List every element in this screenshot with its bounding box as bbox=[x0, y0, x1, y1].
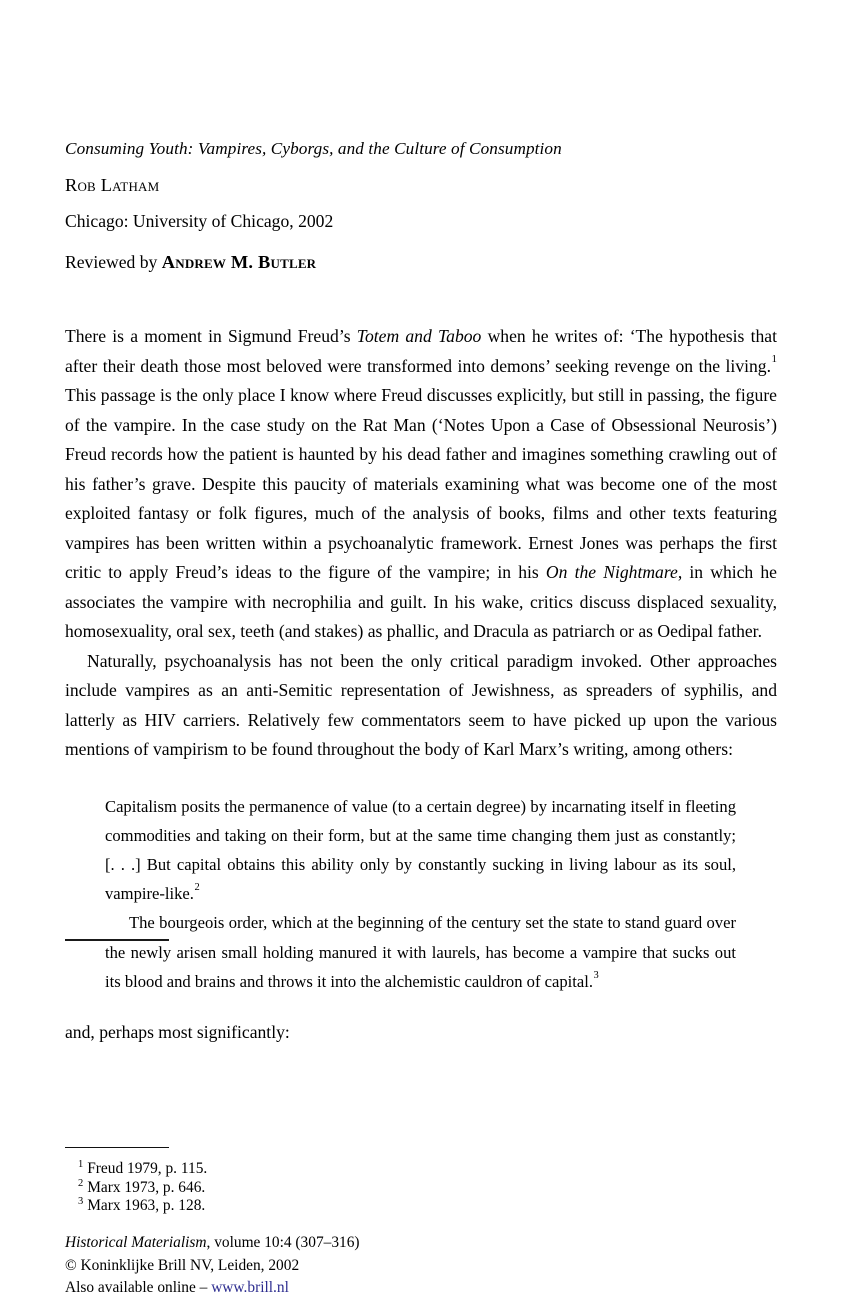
block-quote-2-text: The bourgeois order, which at the beginning of the century set the state to stand guard over the newly arisen small holding manured it with laurels, has become a vampire that sucks out its blood and brains and throws it into the alchemistic cauldron of capital. bbox=[105, 913, 736, 991]
footnote-item bbox=[78, 1197, 578, 1216]
footnote-number: 1 bbox=[78, 1159, 84, 1170]
copyright-text: Koninklijke Brill NV, Leiden, 2002 bbox=[76, 1256, 300, 1274]
footnote-text: Marx 1973, p. 646. bbox=[87, 1178, 206, 1196]
review-header bbox=[65, 140, 777, 272]
journal-name: Historical Materialism bbox=[65, 1234, 207, 1251]
body-paragraph-2: Naturally, psychoanalysis has not been the only critical paradigm invoked. Other approaches include vampires as an anti-Semitic representation of Jewishness, as spreaders of syphilis, and latterly as HIV carriers. Relatively few commentators seem to have picked up upon the various mentions of vampirism to be found throughout the body of Karl Marx’s writing, among others: bbox=[65, 650, 777, 759]
italic-title-totem-and-taboo: Totem and Taboo bbox=[356, 326, 482, 346]
copyright-icon: © bbox=[65, 1256, 77, 1274]
par1-segment-4: , in which he associates the vampire with necrophilia and guilt. In his wake, critics discuss displaced sexuality, homosexuality, oral sex, teeth (and stakes) as phallic, and Dracula as patriarch or as Oedipal father. bbox=[65, 562, 777, 641]
footnote-separator-rule bbox=[65, 1147, 169, 1148]
footnote-text: Freud 1979, p. 115. bbox=[87, 1160, 208, 1177]
review-body bbox=[65, 322, 777, 1047]
footer-copyright-line bbox=[65, 1255, 565, 1278]
footer-online-line bbox=[65, 1277, 565, 1300]
body-paragraph-3: and, perhaps most significantly: bbox=[65, 1021, 290, 1042]
reviewed-book-title: Consuming Youth: Vampires, Cyborgs, and the Culture of Consumption bbox=[65, 139, 562, 158]
body-paragraph-1 bbox=[65, 322, 777, 647]
reviewer-name: Andrew M. Butler bbox=[161, 252, 317, 273]
page-footer bbox=[65, 1232, 565, 1300]
scan-artifact-rule bbox=[65, 939, 169, 941]
footnote-text: Marx 1963, p. 128. bbox=[87, 1197, 206, 1215]
reviewed-by-label: Reviewed by bbox=[65, 252, 162, 273]
block-quote-1-text: Capitalism posits the permanence of value (to a certain degree) by incarnating itself in fleeting commodities and taking on their form, but at the same time changing them just as constantly; [. . .] But capital obtains this ability only by constantly sucking in living labour as its soul, vampire-like. bbox=[105, 796, 736, 904]
footnote-number: 2 bbox=[78, 1177, 84, 1189]
footnote-number: 3 bbox=[78, 1196, 84, 1208]
par1-segment-3: This passage is the only place I know where Freud discusses explicitly, but still in passing, the figure of the vampire. In the case study on the Rat Man (‘Notes Upon a Case of Obsessional Neurosis’) Freud records how the patient is haunted by his dead father and imagines something crawling out of his father’s grave. Despite this paucity of materials examining what was become one of the most exploited fantasy or folk figures, much of the analysis of books, films and other texts featuring vampires has been written within a psychoanalytic framework. Ernest Jones was perhaps the first critic to apply Freud’s ideas to the figure of the vampire; in his bbox=[65, 385, 777, 582]
footnote-item bbox=[78, 1160, 578, 1179]
block-quote-1 bbox=[105, 792, 736, 909]
reviewed-book-author: Rob Latham bbox=[65, 175, 160, 196]
par1-segment-2: when he writes of: ‘The hypothesis that after their death those most beloved were transformed into demons’ seeking revenge on the living. bbox=[65, 326, 777, 376]
block-quote-2 bbox=[105, 908, 736, 996]
brill-website-link[interactable]: www.brill.nl bbox=[211, 1279, 289, 1297]
journal-volume-info: , volume 10:4 (307–316) bbox=[206, 1234, 360, 1251]
footer-journal-line bbox=[65, 1232, 565, 1255]
footnote-item bbox=[78, 1179, 578, 1198]
italic-title-on-the-nightmare: On the Nightmare bbox=[545, 562, 678, 582]
footnote-marker-3[interactable]: 3 bbox=[593, 969, 599, 981]
footnote-marker-2[interactable]: 2 bbox=[194, 882, 200, 894]
reviewer-line bbox=[65, 253, 777, 272]
footnote-list bbox=[78, 1160, 578, 1216]
footnote-marker-1[interactable]: 1 bbox=[771, 352, 777, 365]
publisher-line: Chicago: University of Chicago, 2002 bbox=[65, 210, 334, 231]
par1-segment-1: There is a moment in Sigmund Freud’s bbox=[65, 326, 357, 346]
online-availability-label: Also available online – bbox=[65, 1279, 212, 1297]
